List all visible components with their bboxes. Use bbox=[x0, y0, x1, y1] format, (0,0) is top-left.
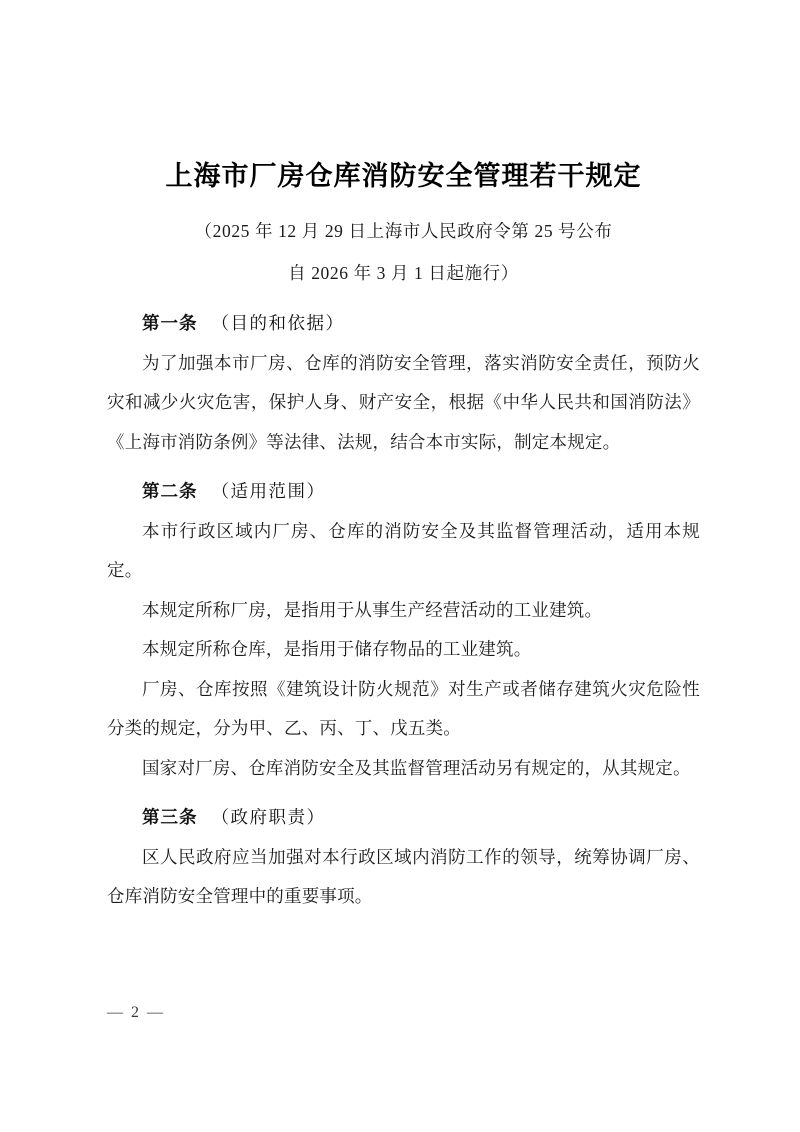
article-1 bbox=[107, 304, 700, 462]
article-3-number: 第三条 bbox=[142, 807, 198, 828]
article-2 bbox=[107, 472, 700, 788]
article-2-paragraph-4: 厂房、仓库按照《建筑设计防火规范》对生产或者储存建筑火灾危险性分类的规定，分为甲、乙、丙、丁、戊五类。 bbox=[107, 678, 700, 739]
article-3-topic: （政府职责） bbox=[211, 807, 326, 828]
promulgation-line-1: （2025 年 12 月 29 日上海市人民政府令第 25 号公布 bbox=[194, 221, 613, 242]
article-2-paragraph-5: 国家对厂房、仓库消防安全及其监督管理活动另有规定的，从其规定。 bbox=[142, 757, 691, 778]
article-3-heading bbox=[107, 798, 700, 838]
article-2-heading bbox=[107, 472, 700, 512]
article-1-topic: （目的和依据） bbox=[211, 313, 345, 334]
article-3 bbox=[107, 798, 700, 917]
article-1-paragraph-1: 为了加强本市厂房、仓库的消防安全管理，落实消防安全责任，预防火灾和减少火灾危害，保护人身、财产安全，根据《中华人民共和国消防法》《上海市消防条例》等法律、法规，结合本市实际，制定本规定。 bbox=[107, 352, 700, 452]
article-1-number: 第一条 bbox=[142, 313, 198, 334]
article-1-heading bbox=[107, 304, 700, 344]
promulgation-info bbox=[107, 210, 700, 294]
page-content bbox=[107, 0, 700, 917]
article-3-paragraph-1: 区人民政府应当加强对本行政区域内消防工作的领导，统筹协调厂房、仓库消防安全管理中的重要事项。 bbox=[107, 846, 700, 907]
promulgation-line-2: 自 2026 年 3 月 1 日起施行） bbox=[288, 263, 519, 284]
page-number-footer: — 2 — bbox=[107, 1004, 165, 1021]
article-2-number: 第二条 bbox=[142, 481, 198, 502]
article-2-paragraph-3: 本规定所称仓库，是指用于储存物品的工业建筑。 bbox=[142, 639, 532, 660]
page-title: 上海市厂房仓库消防安全管理若干规定 bbox=[165, 161, 642, 191]
article-2-paragraph-2: 本规定所称厂房，是指用于从事生产经营活动的工业建筑。 bbox=[142, 599, 603, 620]
article-2-topic: （适用范围） bbox=[211, 481, 326, 502]
article-2-paragraph-1: 本市行政区域内厂房、仓库的消防安全及其监督管理活动，适用本规定。 bbox=[107, 520, 700, 581]
